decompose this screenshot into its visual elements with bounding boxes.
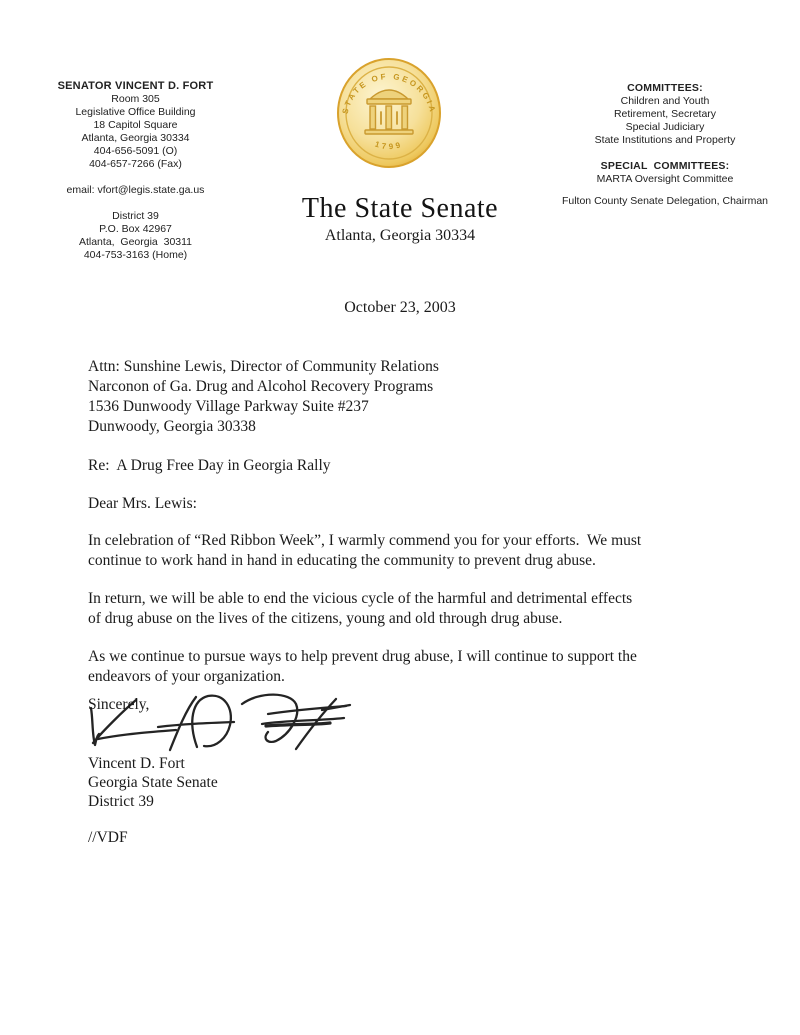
recipient-line: Attn: Sunshine Lewis, Director of Community Relations [88, 358, 439, 375]
committee-item: Special Judiciary [625, 121, 705, 133]
salutation: Dear Mrs. Lewis: [88, 495, 197, 512]
handwritten-signature [84, 692, 364, 758]
sender-district-line: Atlanta, Georgia 30311 [78, 236, 193, 248]
paragraph-line: In return, we will be able to end the vicious cycle of the harmful and detrimental effects [88, 590, 633, 607]
body-paragraph [88, 647, 637, 687]
committee-item: State Institutions and Property [594, 134, 736, 146]
paragraph-line: of drug abuse on the lives of the citizens, young and old through drug abuse. [88, 610, 563, 627]
seal-year-text: 1799 [373, 139, 405, 152]
organization-subtitle: Atlanta, Georgia 30334 [324, 227, 476, 244]
signature-block [88, 754, 218, 811]
paragraph-line: As we continue to pursue ways to help prevent drug abuse, I will continue to support the [88, 648, 637, 665]
special-committees-heading: SPECIAL COMMITTEES: [600, 160, 730, 172]
sender-phone-line: 404-656-5091 (O) [93, 145, 178, 157]
signer-name: Vincent D. Fort [88, 755, 185, 772]
sender-address-line: Atlanta, Georgia 30334 [81, 132, 190, 144]
recipient-line: Narconon of Ga. Drug and Alcohol Recovery Programs [88, 378, 434, 395]
recipient-line: 1536 Dunwoody Village Parkway Suite #237 [88, 398, 369, 415]
paragraph-line: In celebration of “Red Ribbon Week”, I warmly commend you for your efforts. We must [88, 532, 642, 549]
letter-date: October 23, 2003 [344, 299, 456, 316]
committees-block [540, 82, 790, 208]
signer-organization: Georgia State Senate [88, 774, 218, 791]
subject-line: Re: A Drug Free Day in Georgia Rally [88, 457, 331, 474]
closing-salutation: Sincerely, [88, 696, 150, 713]
special-committee-item: MARTA Oversight Committee [596, 173, 734, 185]
committee-item: Retirement, Secretary [613, 108, 717, 120]
reference-initials: //VDF [88, 829, 128, 846]
seal-arc-text: STATE OF GEORGIA [340, 71, 438, 115]
sender-email-line: email: vfort@legis.state.ga.us [66, 184, 205, 196]
paragraph-line: continue to work hand in hand in educating the community to prevent drug abuse. [88, 552, 596, 569]
organization-title: The State Senate [301, 193, 499, 224]
sender-name: SENATOR VINCENT D. FORT [57, 80, 214, 92]
delegation-chairman-line: Fulton County Senate Delegation, Chairman [561, 195, 769, 207]
recipient-line: Dunwoody, Georgia 30338 [88, 418, 256, 435]
recipient-address-block [88, 357, 439, 437]
sender-fax-line: 404-657-7266 (Fax) [89, 158, 182, 170]
body-paragraph [88, 589, 632, 629]
committee-item: Children and Youth [620, 95, 710, 107]
committees-heading: COMMITTEES: [627, 82, 703, 94]
sender-address-line: Room 305 [111, 93, 160, 105]
sender-address-line: 18 Capitol Square [93, 119, 178, 131]
georgia-state-seal-icon [336, 57, 442, 169]
signer-district: District 39 [88, 793, 154, 810]
sender-district-line: District 39 [112, 210, 159, 222]
sender-district-line: 404-753-3163 (Home) [83, 249, 188, 261]
sender-district-line: P.O. Box 42967 [99, 223, 172, 235]
body-paragraph [88, 531, 641, 571]
paragraph-line: endeavors of your organization. [88, 668, 285, 685]
sender-address-line: Legislative Office Building [75, 106, 196, 118]
